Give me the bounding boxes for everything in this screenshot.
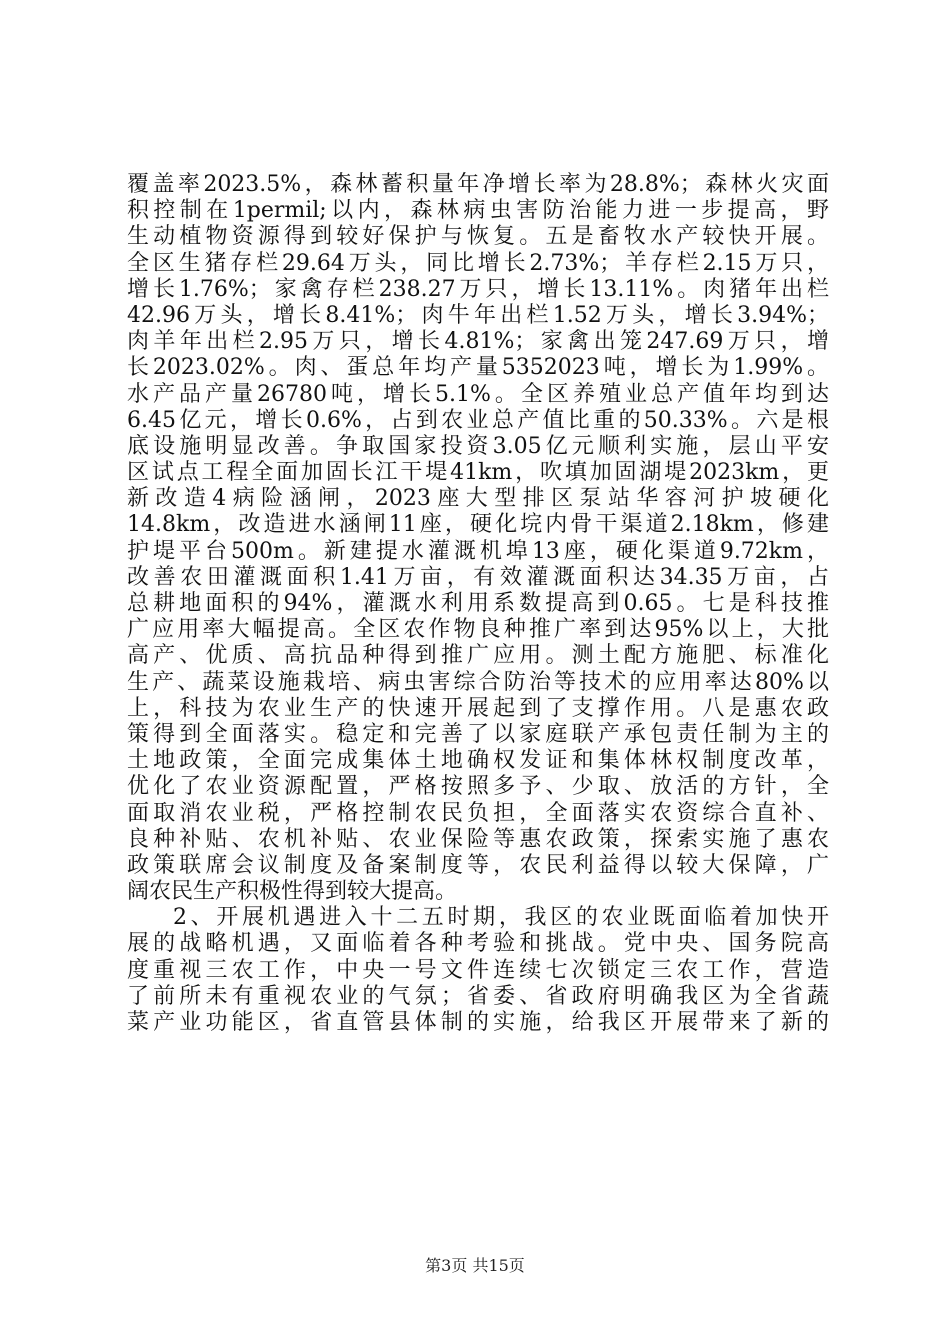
text-line: 优化了农业资源配置，严格按照多予、少取、放活的方针，全 bbox=[127, 774, 829, 800]
paragraph-2 bbox=[127, 905, 829, 1036]
text-line: 政策联席会议制度及备案制度等，农民利益得以较大保障，广 bbox=[127, 852, 829, 878]
text-line: 阔农民生产积极性得到较大提高。 bbox=[127, 879, 458, 905]
text-line: 水产品产量26780吨，增长5.1%。全区养殖业总产值年均到达 bbox=[127, 381, 829, 407]
text-line: 策得到全面落实。稳定和完善了以家庭联产承包责任制为主的 bbox=[127, 721, 829, 747]
text-line: 生动植物资源得到较好保护与恢复。五是畜牧水产较快开展。 bbox=[127, 224, 829, 250]
text-line: 面取消农业税，严格控制农民负担，全面落实农资综合直补、 bbox=[127, 800, 829, 826]
text-line: 良种补贴、农机补贴、农业保险等惠农政策，探索实施了惠农 bbox=[127, 826, 829, 852]
text-line: 改善农田灌溉面积1.41万亩，有效灌溉面积达34.35万亩，占 bbox=[127, 564, 829, 590]
text-line: 6.45亿元，增长0.6%，占到农业总产值比重的50.33%。六是根 bbox=[127, 407, 829, 433]
text-line: 14.8km，改造进水涵闸11座，硬化垸内骨干渠道2.18km，修建 bbox=[127, 512, 829, 538]
text-line: 新改造4病险涵闸，2023座大型排区泵站华容河护坡硬化 bbox=[127, 486, 829, 512]
text-line: 区试点工程全面加固长江干堤41km，吹填加固湖堤2023km，更 bbox=[127, 460, 829, 486]
text-line: 高产、优质、高抗品种得到推广应用。测土配方施肥、标准化 bbox=[127, 643, 829, 669]
text-line: 长2023.02%。肉、蛋总年均产量5352023吨，增长为1.99%。 bbox=[127, 355, 829, 381]
text-line: 肉羊年出栏2.95万只，增长4.81%；家禽出笼247.69万只，增 bbox=[127, 329, 829, 355]
text-line: 增长1.76%；家禽存栏238.27万只，增长13.11%。肉猪年出栏 bbox=[127, 276, 829, 302]
text-line: 总耕地面积的94%，灌溉水利用系数提高到0.65。七是科技推 bbox=[127, 591, 829, 616]
text-line: 度重视三农工作，中央一号文件连续七次锁定三农工作，营造 bbox=[127, 957, 829, 983]
text-line: 广应用率大幅提高。全区农作物良种推广率到达95%以上，大批 bbox=[127, 617, 829, 643]
text-line: 积控制在1permil;以内，森林病虫害防治能力进一步提高，野 bbox=[127, 198, 829, 224]
page-footer bbox=[0, 1256, 950, 1276]
paragraph-1 bbox=[127, 172, 829, 905]
text-line: 生产、蔬菜设施栽培、病虫害综合防治等技术的应用率达80%以 bbox=[127, 669, 829, 695]
text-line: 2、开展机遇进入十二五时期，我区的农业既面临着加快开 bbox=[173, 905, 829, 931]
text-line: 护堤平台500m。新建提水灌溉机埠13座，硬化渠道9.72km， bbox=[127, 538, 829, 564]
text-line: 上，科技为农业生产的快速开展起到了支撑作用。八是惠农政 bbox=[127, 695, 829, 721]
text-line: 土地政策，全面完成集体土地确权发证和集体林权制度改革， bbox=[127, 748, 829, 774]
body-text bbox=[127, 172, 829, 1036]
text-line: 了前所未有重视农业的气氛；省委、省政府明确我区为全省蔬 bbox=[127, 983, 829, 1009]
text-line: 展的战略机遇，又面临着各种考验和挑战。党中央、国务院高 bbox=[127, 931, 829, 957]
text-line: 底设施明显改善。争取国家投资3.05亿元顺利实施，层山平安 bbox=[127, 433, 829, 459]
text-line: 全区生猪存栏29.64万头，同比增长2.73%；羊存栏2.15万只， bbox=[127, 250, 829, 276]
text-line: 覆盖率2023.5%，森林蓄积量年净增长率为28.8%；森林火灾面 bbox=[127, 172, 829, 197]
text-line: 菜产业功能区，省直管县体制的实施，给我区开展带来了新的 bbox=[127, 1010, 829, 1035]
text-line: 42.96万头，增长8.41%；肉牛年出栏1.52万头，增长3.94%； bbox=[127, 302, 829, 328]
page-number-label: 第3页 共15页 bbox=[425, 1256, 525, 1275]
